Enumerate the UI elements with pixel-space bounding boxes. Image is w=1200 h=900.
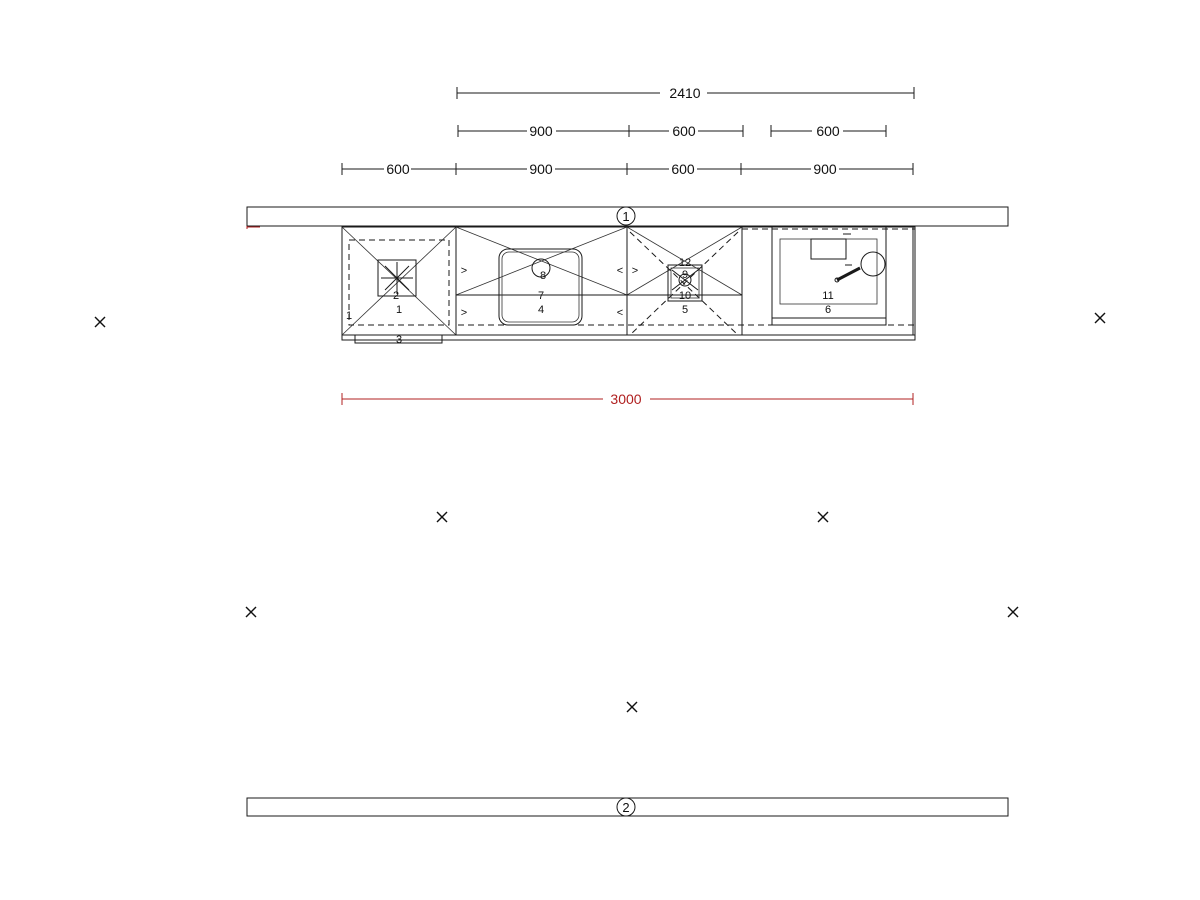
dimension-label-3000: 3000 <box>610 391 642 407</box>
dimension-label-lower-600a: 600 <box>386 161 410 177</box>
label-1-side: 1 <box>345 310 353 322</box>
cross-marker <box>246 607 256 617</box>
cabinet-4-sink <box>456 227 627 335</box>
dimension-label-upper-600b: 600 <box>816 123 840 139</box>
label-7: 7 <box>537 290 545 302</box>
dimension-overall-3000 <box>342 391 913 407</box>
door-hinge-right-icon: > <box>460 265 468 277</box>
dimension-label-upper-600a: 600 <box>672 123 696 139</box>
door-hinge-left-icon-2: < <box>616 307 624 319</box>
dimension-row-upper <box>458 123 886 139</box>
dimension-row-lower <box>342 161 913 177</box>
label-9: 9 <box>681 269 689 281</box>
label-1: 1 <box>395 304 403 316</box>
cabinet-5-hob <box>627 227 742 335</box>
label-4: 4 <box>537 304 545 316</box>
cross-marker <box>1008 607 1018 617</box>
dimension-label-lower-600b: 600 <box>671 161 695 177</box>
cross-marker <box>818 512 828 522</box>
cabinet-1 <box>342 227 456 346</box>
cross-marker <box>627 702 637 712</box>
cabinet-6-appliance <box>742 227 913 335</box>
cross-marker <box>95 317 105 327</box>
dimension-label-lower-900a: 900 <box>529 161 553 177</box>
wall-2-number: 2 <box>622 800 630 815</box>
label-8: 8 <box>539 270 547 282</box>
dimension-label-2410: 2410 <box>669 85 701 101</box>
dimension-2410 <box>457 85 914 101</box>
label-12: 12 <box>678 257 692 269</box>
reference-markers <box>95 313 1105 712</box>
dimension-label-upper-900: 900 <box>529 123 553 139</box>
label-3: 3 <box>395 334 403 346</box>
dimension-label-lower-900b: 900 <box>813 161 837 177</box>
wall-2 <box>247 798 1008 816</box>
door-hinge-right-icon-2: > <box>460 307 468 319</box>
label-10: 10 <box>678 290 692 302</box>
cabinet-run <box>342 227 915 346</box>
wall-1 <box>247 207 1008 229</box>
label-5: 5 <box>681 304 689 316</box>
cross-marker <box>437 512 447 522</box>
tap-handle-icon <box>835 268 860 282</box>
cross-marker <box>1095 313 1105 323</box>
door-hinge-left-icon: < <box>616 265 624 277</box>
label-2: 2 <box>392 290 400 302</box>
label-6: 6 <box>824 304 832 316</box>
wall-1-number: 1 <box>622 209 630 224</box>
door-hinge-right-icon-3: > <box>631 265 639 277</box>
label-11: 11 <box>822 290 834 302</box>
